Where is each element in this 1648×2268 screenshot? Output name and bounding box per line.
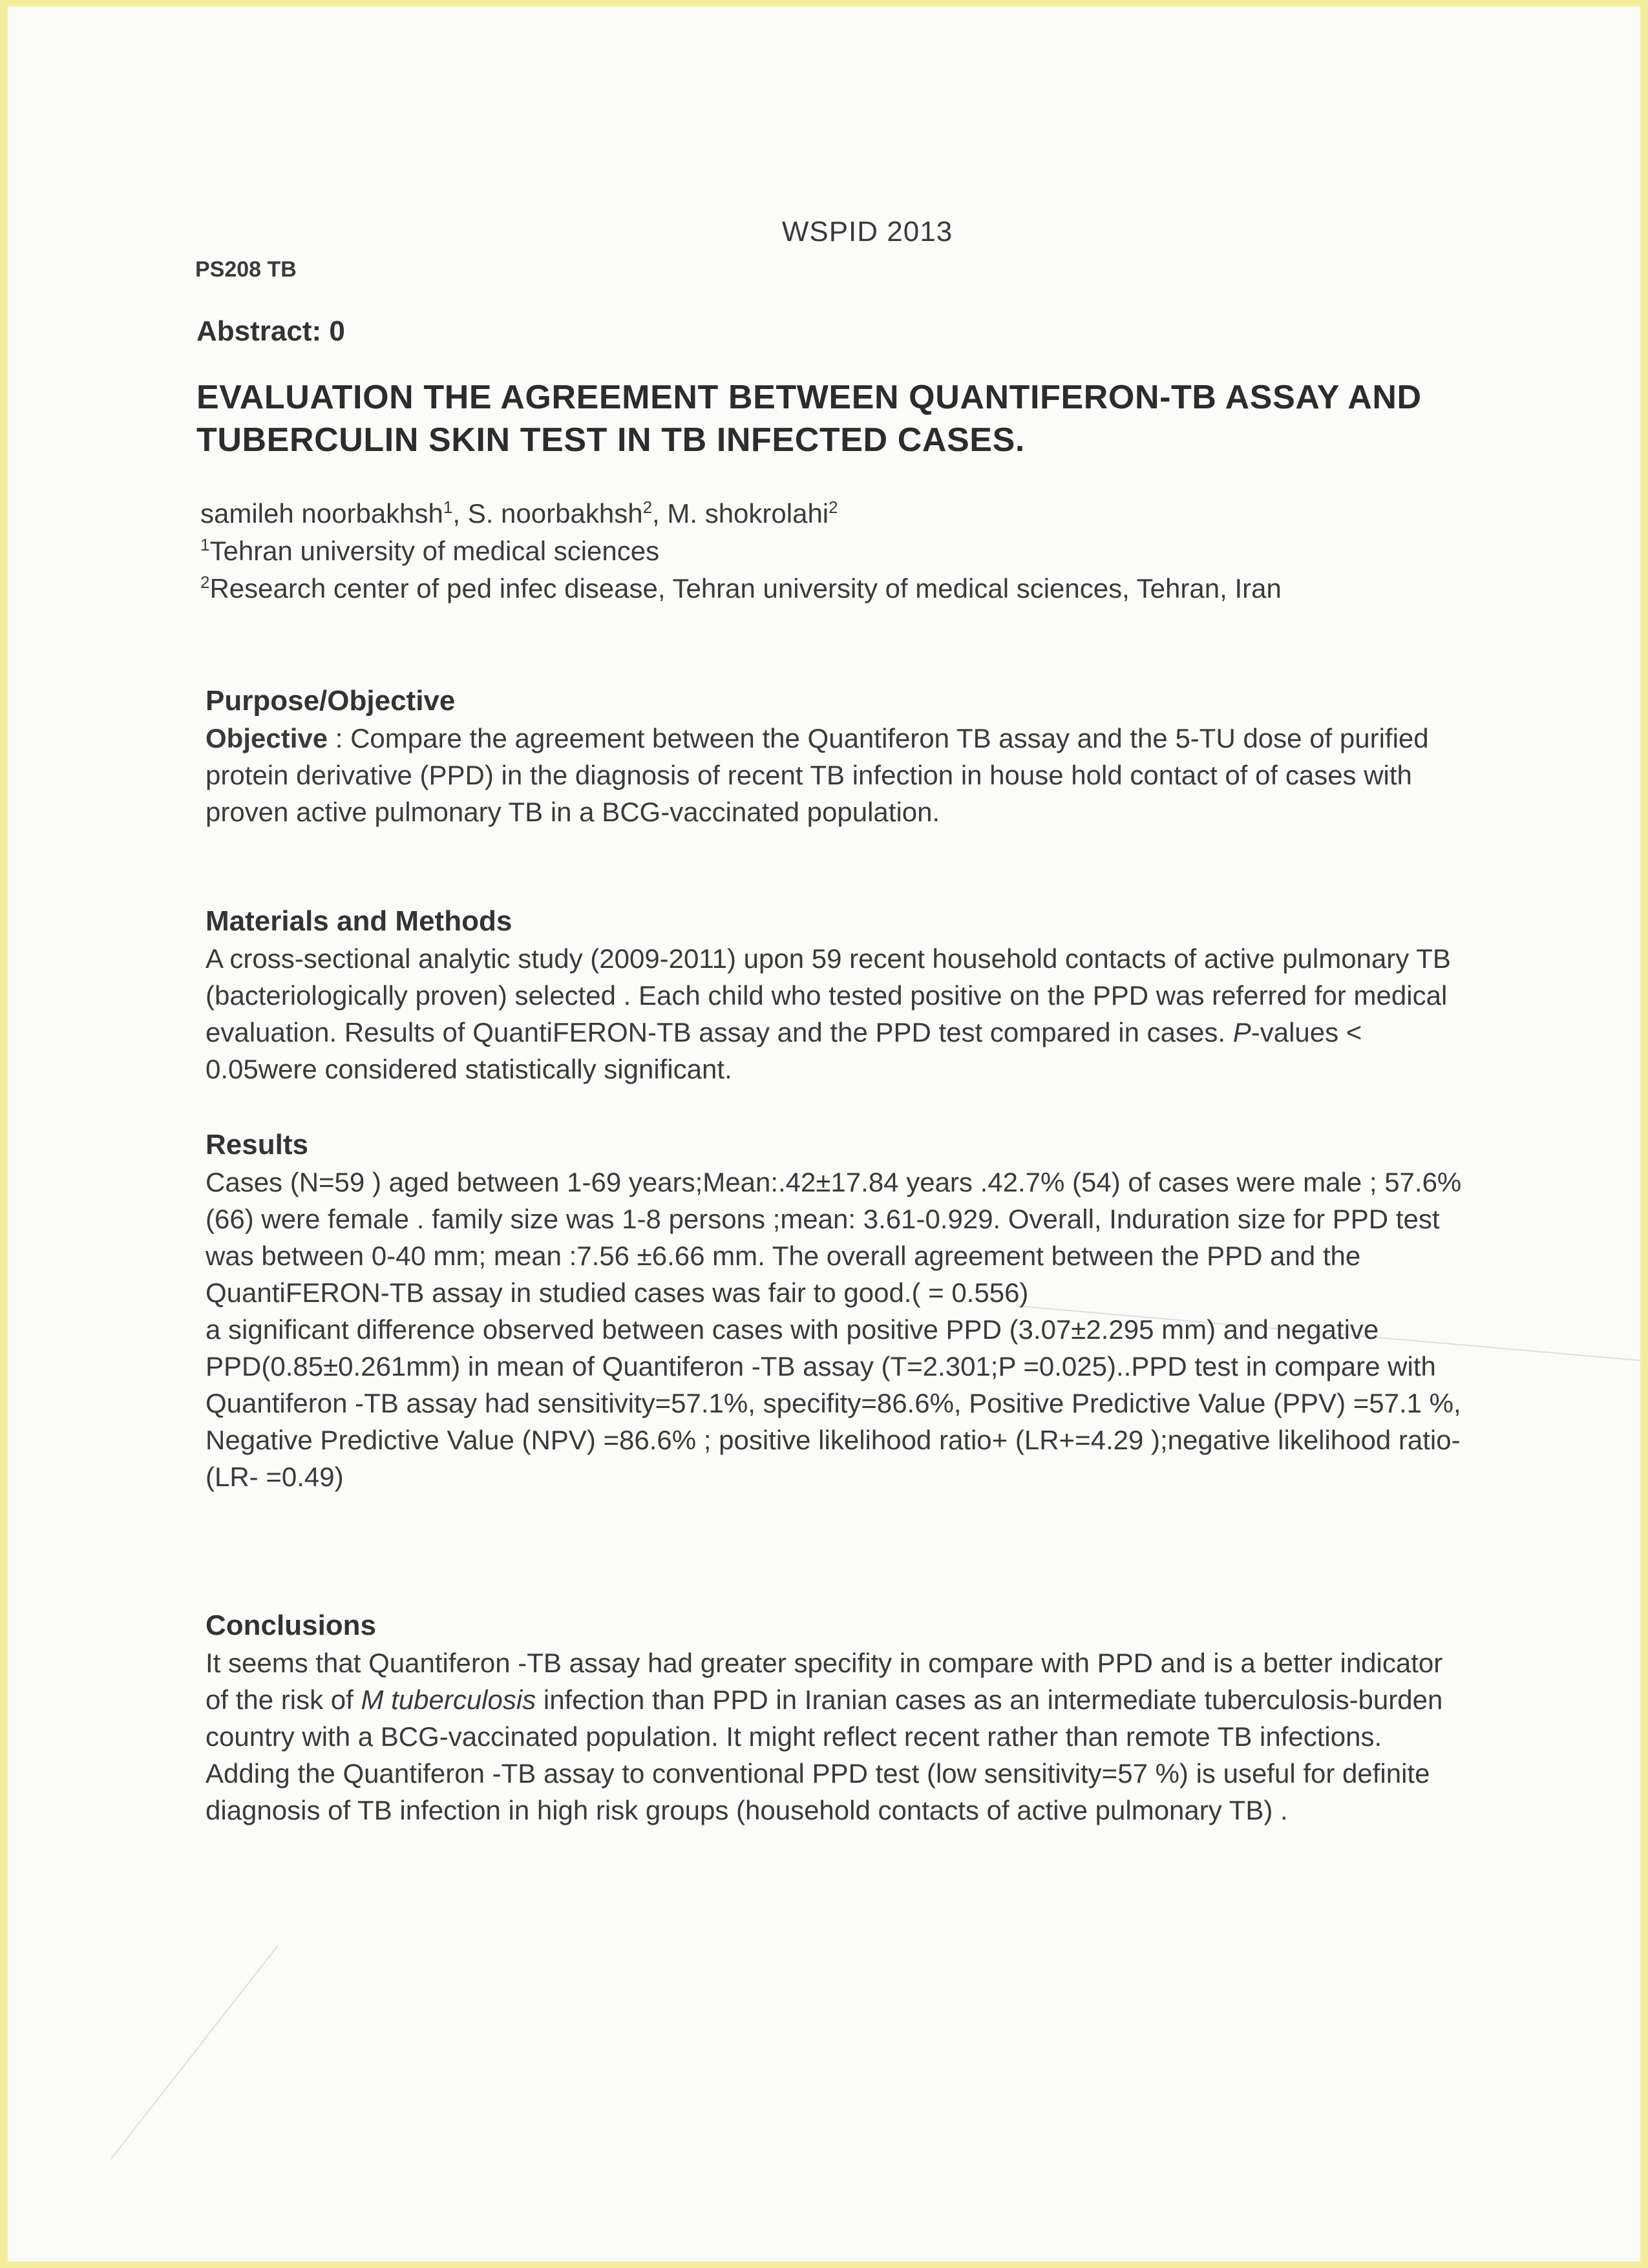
scanned-page <box>8 6 1640 2262</box>
objective-label: Objective <box>206 723 328 753</box>
conclusions-text: infection than PPD in Iranian cases as an intermediate tuberculosis-burden country with a BCG-vaccinated population. It might reflect recent rather than remote TB infections. Adding the Quantiferon -TB assay to conventional PPD test (low sensitivity=57 %) is useful for definite diagnosis of TB infection in high risk groups (household contacts of active pulmonary TB) . <box>206 1685 1443 1825</box>
section-conclusions <box>206 1607 1470 1829</box>
affiliation-marker: 2 <box>642 498 653 517</box>
affiliation-marker: 1 <box>200 535 210 554</box>
paper-crease <box>111 1944 279 2159</box>
author-separator: , <box>452 498 468 529</box>
section-body <box>206 1644 1470 1829</box>
affiliation-line <box>200 570 1480 607</box>
author-line <box>200 495 1480 532</box>
section-heading: Results <box>206 1129 308 1160</box>
section-purpose <box>206 682 1470 830</box>
author-name: samileh noorbakhsh <box>200 498 443 529</box>
author-name: S. noorbakhsh <box>467 498 643 529</box>
author-separator: , <box>652 498 668 529</box>
author-name: M. shokrolahi <box>667 498 829 529</box>
author-block <box>200 495 1480 607</box>
species-name: M tuberculosis <box>361 1685 536 1715</box>
affiliation-text: Tehran university of medical sciences <box>209 536 660 566</box>
affiliation-marker: 2 <box>200 572 210 592</box>
conference-name: WSPID 2013 <box>781 216 953 247</box>
methods-text: -values < 0.05were considered statistically significant. <box>206 1017 1362 1084</box>
section-results <box>206 1126 1470 1495</box>
section-heading: Purpose/Objective <box>206 685 456 717</box>
abstract-title: EVALUATION THE AGREEMENT BETWEEN QUANTIFERON-TB ASSAY AND TUBERCULIN SKIN TEST IN TB INFECTED CASES. <box>196 379 1422 459</box>
affiliation-marker: 2 <box>829 498 838 517</box>
p-value-symbol: P <box>1232 1017 1251 1047</box>
conclusions-text: It seems that Quantiferon -TB assay had greater specifity in compare with PPD and is a better indicator of the risk of <box>206 1648 1443 1715</box>
session-code: PS208 TB <box>195 257 297 282</box>
affiliation-text: Research center of ped infec disease, Tehran university of medical sciences, Tehran, Iran <box>209 573 1282 604</box>
results-paragraph: a significant difference observed between cases with positive PPD (3.07±2.295 mm) and negative PPD(0.85±0.261mm) in mean of Quantiferon -TB assay (T=2.301;P =0.025)..PPD test in compare with Quantiferon -TB assay had sensitivity=57.1%, specifity=86.6%, Positive Predictive Value (PPV) =57.1 %, Negative Predictive Value (NPV) =86.6% ; positive likelihood ratio+ (LR+=4.29 );negative likelihood ratio-(LR- =0.49) <box>206 1314 1461 1492</box>
abstract-number: Abstract: 0 <box>196 315 345 347</box>
section-heading: Conclusions <box>206 1610 377 1641</box>
results-paragraph: Cases (N=59 ) aged between 1-69 years;Mean:.42±17.84 years .42.7% (54) of cases were male ; 57.6% (66) were female . family size was 1-8 persons ;mean: 3.61-0.929. Overall, Induration size for PPD test was between 0-40 mm; mean :7.56 ±6.66 mm. The overall agreement between the PPD and the QuantiFERON-TB assay in studied cases was fair to good.( = 0.556) <box>206 1167 1462 1308</box>
methods-text: A cross-sectional analytic study (2009-2011) upon 59 recent household contacts of active pulmonary TB (bacteriologically proven) selected . Each child who tested positive on the PPD was referred for medical evaluation. Results of QuantiFERON-TB assay and the PPD test compared in cases. <box>206 943 1451 1047</box>
section-body <box>206 720 1470 830</box>
objective-text: : Compare the agreement between the Quantiferon TB assay and the 5-TU dose of purified protein derivative (PPD) in the diagnosis of recent TB infection in house hold contact of of cases with proven active pulmonary TB in a BCG-vaccinated population. <box>206 723 1429 827</box>
affiliation-marker: 1 <box>443 498 453 517</box>
affiliation-line <box>200 532 1480 570</box>
section-body <box>206 940 1470 1087</box>
section-heading: Materials and Methods <box>206 905 512 937</box>
section-methods <box>206 903 1470 1087</box>
